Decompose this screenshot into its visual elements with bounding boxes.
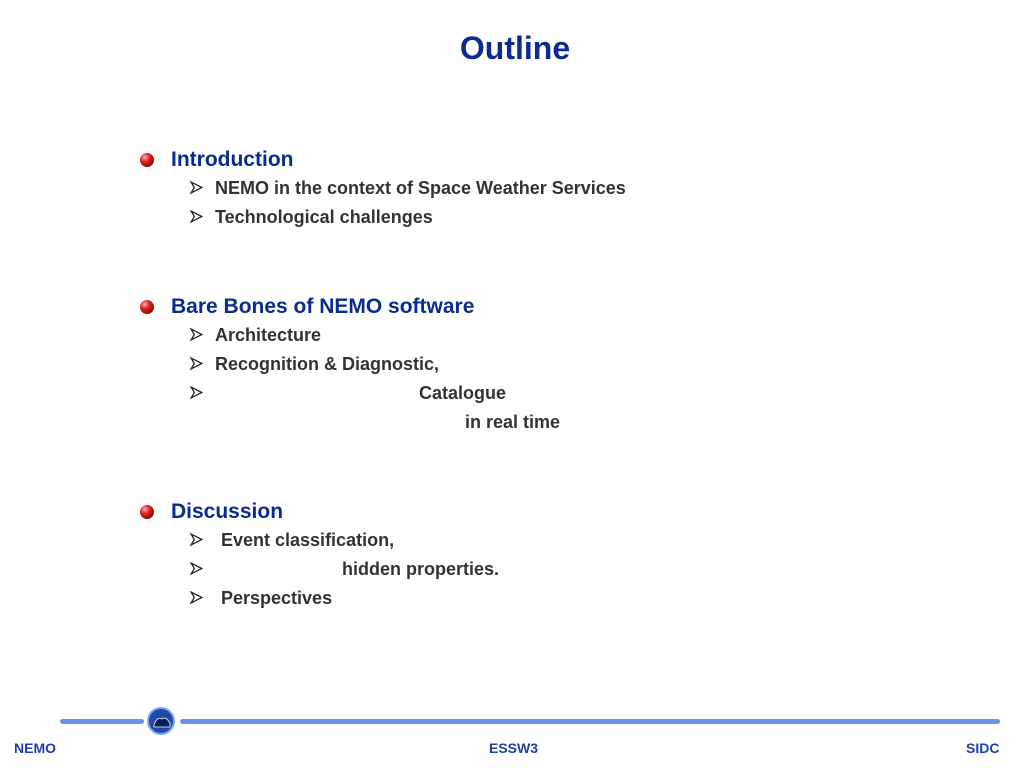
sidc-logo-icon — [147, 707, 175, 735]
list-item — [140, 381, 840, 439]
list-item-text: Perspectives — [221, 588, 333, 608]
section-title: Bare Bones of NEMO software — [171, 295, 475, 318]
arrow-bullet-icon — [190, 533, 203, 546]
arrow-bullet-icon — [190, 386, 203, 399]
footer-left-label: NEMO — [14, 740, 56, 756]
red-ball-bullet-icon — [140, 505, 154, 519]
section-bare-bones — [140, 295, 840, 439]
section-header — [140, 295, 840, 323]
list-item-text: Event classification, — [221, 530, 395, 550]
red-ball-bullet-icon — [140, 153, 154, 167]
list-item — [140, 557, 840, 586]
list-item-text: NEMO in the context of Space Weather Services — [215, 178, 626, 198]
list-item-text: Catalogue — [419, 383, 507, 403]
list-item-text: Technological challenges — [215, 207, 433, 227]
arrow-bullet-icon — [190, 357, 203, 370]
list-item-text: hidden properties. — [342, 559, 500, 579]
section-title: Introduction — [171, 148, 294, 171]
section-header — [140, 500, 840, 528]
arrow-bullet-icon — [190, 328, 203, 341]
footer-divider-right — [180, 719, 1000, 724]
footer-center-label: ESSW3 — [489, 740, 539, 756]
arrow-bullet-icon — [190, 591, 203, 604]
section-title: Discussion — [171, 500, 284, 523]
list-item — [140, 352, 840, 381]
list-item — [140, 528, 840, 557]
section-discussion — [140, 500, 840, 615]
arrow-bullet-icon — [190, 562, 203, 575]
section-header — [140, 148, 840, 176]
arrow-bullet-icon — [190, 210, 203, 223]
section-introduction — [140, 148, 840, 234]
footer-divider-left — [60, 719, 144, 724]
list-item-text-continuation: in real time — [465, 412, 561, 432]
list-item-text: Recognition & Diagnostic, — [215, 354, 440, 374]
list-item — [140, 176, 840, 205]
list-item — [140, 586, 840, 615]
red-ball-bullet-icon — [140, 300, 154, 314]
arrow-bullet-icon — [190, 181, 203, 194]
footer-right-label: SIDC — [966, 740, 1000, 756]
slide-title: Outline — [459, 30, 571, 66]
list-item-text: Architecture — [215, 325, 322, 345]
list-item — [140, 323, 840, 352]
list-item — [140, 205, 840, 234]
